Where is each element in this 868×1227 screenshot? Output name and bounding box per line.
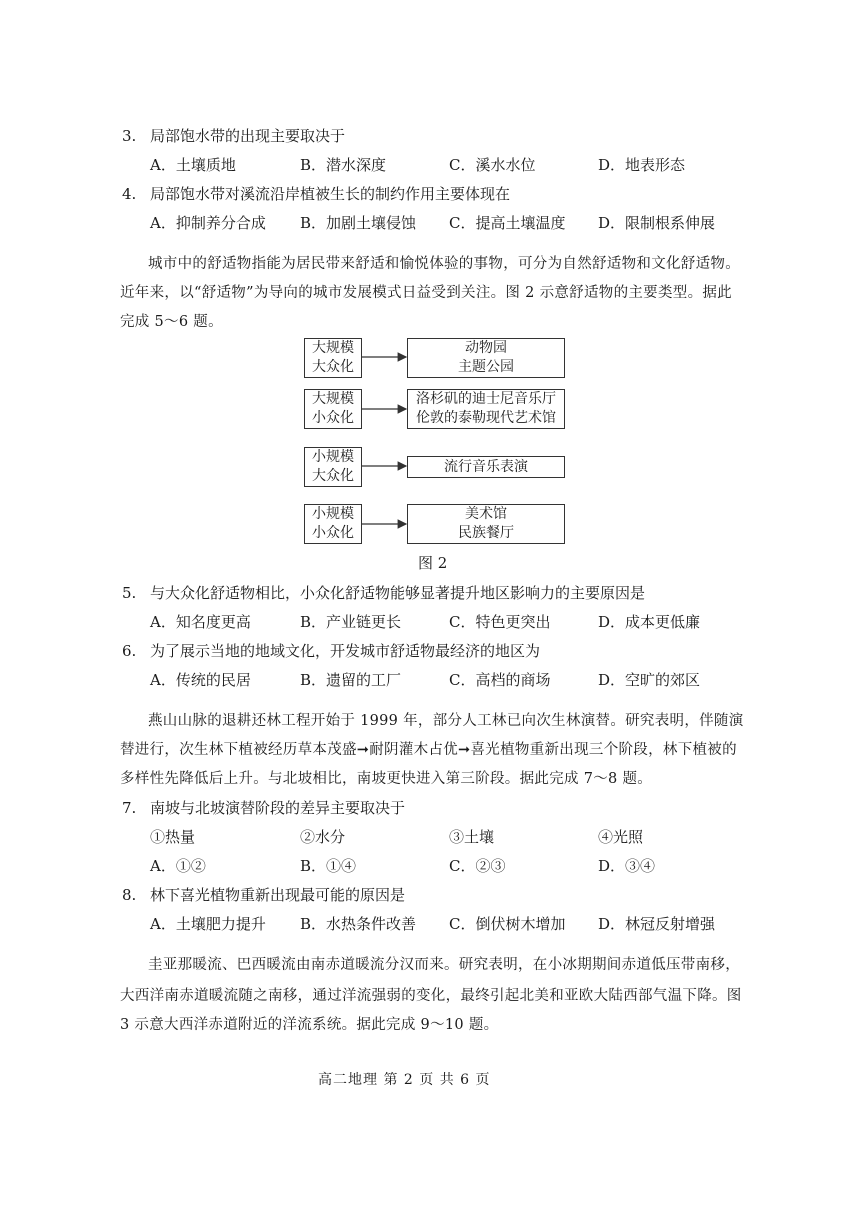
- q6-stem: 为了展示当地的地域文化，开发城市舒适物最经济的地区为: [150, 642, 541, 660]
- q4-option-b: B．加剧土壤侵蚀: [300, 214, 417, 232]
- q4-number: 4.: [122, 185, 137, 203]
- q4-stem: 局部饱水带对溪流沿岸植被生长的制约作用主要体现在: [150, 185, 511, 203]
- q5-number: 5.: [122, 584, 137, 602]
- q7-option-c: C．②③: [449, 857, 506, 875]
- passage-3-line-2: 大西洋南赤道暖流随之南移，通过洋流强弱的变化，最终引起北美和亚欧大陆西部气温下降。图: [120, 988, 742, 1004]
- q3-option-c: C．溪水水位: [449, 156, 536, 174]
- q4-option-d: D．限制根系伸展: [598, 214, 716, 232]
- q8-number: 8.: [122, 886, 137, 904]
- q5-stem: 与大众化舒适物相比，小众化舒适物能够显著提升地区影响力的主要原因是: [150, 584, 646, 602]
- q5-option-b: B．产业链更长: [300, 613, 402, 631]
- q7-option-a: A．①②: [150, 857, 206, 875]
- q5-option-a: A．知名度更高: [150, 613, 251, 631]
- example-box-4: [407, 504, 565, 544]
- q7-number: 7.: [122, 799, 137, 817]
- type-box-3: [304, 447, 362, 487]
- q7-option-b: B．①④: [300, 857, 357, 875]
- example-box-1: [407, 338, 565, 378]
- type-box-2-line-2: 小众化: [312, 410, 354, 426]
- q5-option-d: D．成本更低廉: [598, 613, 701, 631]
- passage-2-line-3: 多样性先降低后上升。与北坡相比，南坡更快进入第三阶段。据此完成 7～8 题。: [120, 771, 653, 787]
- type-box-4-line-1: 小规模: [312, 506, 354, 522]
- q3-option-a: A．土壤质地: [150, 156, 236, 174]
- passage-1-line-1: 城市中的舒适物指能为居民带来舒适和愉悦体验的事物，可分为自然舒适物和文化舒适物。: [148, 256, 740, 272]
- type-box-4: [304, 504, 362, 544]
- example-box-2-line-2: 伦敦的泰勒现代艺术馆: [416, 410, 556, 426]
- q3-option-b: B．潜水深度: [300, 156, 387, 174]
- example-box-3: [407, 456, 565, 478]
- page-footer: 高二地理 第 2 页 共 6 页: [318, 1072, 491, 1088]
- q3-option-d: D．地表形态: [598, 156, 686, 174]
- example-box-1-line-2: 主题公园: [458, 359, 514, 375]
- type-box-3-line-1: 小规模: [312, 449, 354, 465]
- passage-2-line-1: 燕山山脉的退耕还林工程开始于 1999 年，部分人工林已向次生林演替。研究表明，伴随演: [148, 713, 744, 729]
- figure-caption: 图 2: [418, 554, 448, 572]
- q7-option-d: D．③④: [598, 857, 656, 875]
- q4-option-c: C．提高土壤温度: [449, 214, 566, 232]
- type-box-1: [304, 338, 362, 378]
- q6-option-a: A．传统的民居: [150, 671, 251, 689]
- q6-option-b: B．遗留的工厂: [300, 671, 402, 689]
- example-box-1-line-1: 动物园: [465, 340, 507, 356]
- example-box-4-line-1: 美术馆: [465, 506, 507, 522]
- passage-1-line-3: 完成 5～6 题。: [120, 314, 223, 330]
- q7-factor-4: ④光照: [598, 828, 644, 846]
- type-box-2-line-1: 大规模: [312, 391, 354, 407]
- passage-3-line-3: 3 示意大西洋赤道附近的洋流系统。据此完成 9～10 题。: [120, 1017, 499, 1033]
- q7-factor-2: ②水分: [300, 828, 346, 846]
- q8-option-b: B．水热条件改善: [300, 915, 417, 933]
- passage-3-line-1: 圭亚那暖流、巴西暖流由南赤道暖流分汉而来。研究表明，在小冰期期间赤道低压带南移，: [148, 957, 740, 973]
- passage-1-line-2: 近年来，以“舒适物”为导向的城市发展模式日益受到关注。图 2 示意舒适物的主要类型。据此: [120, 285, 732, 301]
- passage-2-line-2: 替进行，次生林下植被经历草本茂盛➞耐阴灌木占优➞喜光植物重新出现三个阶段，林下植被的: [120, 742, 737, 758]
- type-box-1-line-2: 大众化: [312, 359, 354, 375]
- example-box-2-line-1: 洛杉矶的迪士尼音乐厅: [416, 391, 556, 407]
- q4-option-a: A．抑制养分合成: [150, 214, 266, 232]
- q3-number: 3.: [122, 127, 137, 145]
- q3-stem: 局部饱水带的出现主要取决于: [150, 127, 346, 145]
- q8-option-d: D．林冠反射增强: [598, 915, 716, 933]
- q7-factor-1: ①热量: [150, 828, 196, 846]
- q8-option-c: C．倒伏树木增加: [449, 915, 566, 933]
- q7-factor-3: ③土壤: [449, 828, 495, 846]
- q6-number: 6.: [122, 642, 137, 660]
- q7-stem: 南坡与北坡演替阶段的差异主要取决于: [150, 799, 406, 817]
- example-box-3-line-1: 流行音乐表演: [444, 458, 528, 475]
- q6-option-d: D．空旷的郊区: [598, 671, 701, 689]
- type-box-3-line-2: 大众化: [312, 468, 354, 484]
- q6-option-c: C．高档的商场: [449, 671, 551, 689]
- q5-option-c: C．特色更突出: [449, 613, 551, 631]
- q8-stem: 林下喜光植物重新出现最可能的原因是: [150, 886, 406, 904]
- example-box-2: [407, 389, 565, 429]
- type-box-2: [304, 389, 362, 429]
- type-box-4-line-2: 小众化: [312, 525, 354, 541]
- type-box-1-line-1: 大规模: [312, 340, 354, 356]
- q8-option-a: A．土壤肥力提升: [150, 915, 266, 933]
- example-box-4-line-2: 民族餐厅: [458, 525, 514, 541]
